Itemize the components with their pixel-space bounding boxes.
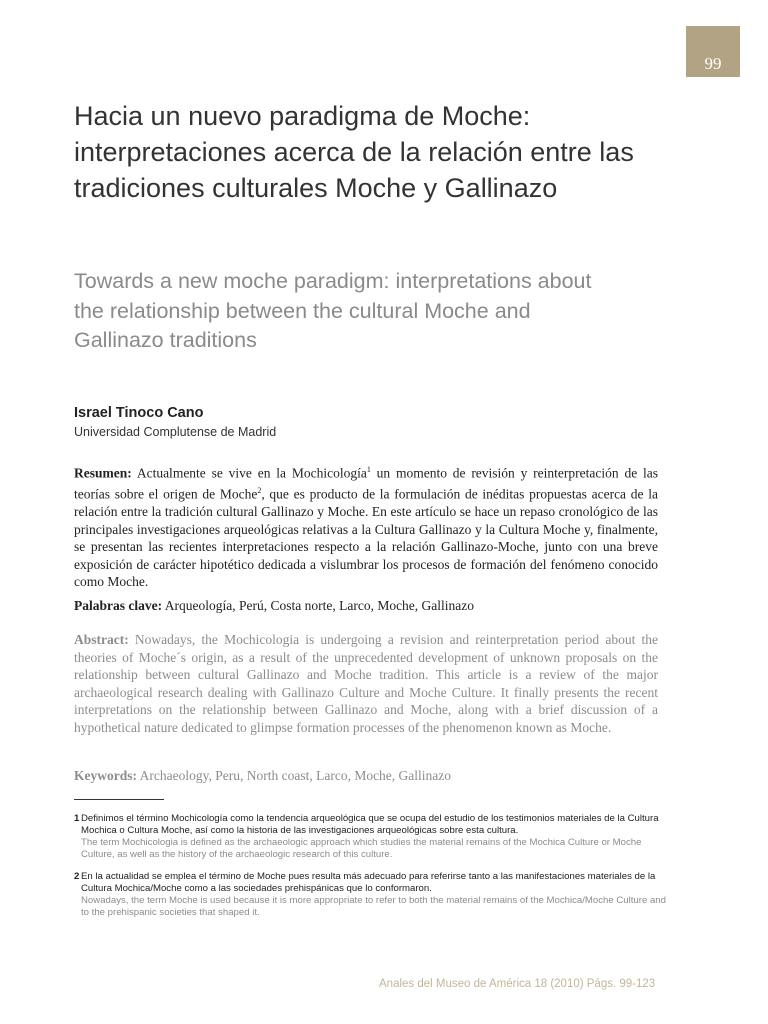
footnote-2 [74,871,666,919]
page-number-badge [686,26,740,77]
article-title: Hacia un nuevo paradigma de Moche: interpretaciones acerca de la relación entre las tradiciones culturales Moche y Gallinazo [74,101,634,203]
resumen-label: Resumen: [74,465,132,481]
abstract-label: Abstract: [74,632,129,647]
footnote-english-text: Nowadays, the term Moche is used because it is more appropriate to refer to both the material remains of the Mochica/Moche Culture and to the prehispanic societies that shaped it. [81,895,666,918]
resumen-text-3: , que es producto de la formulación de inéditas propuestas acerca de la relación entre la tradición cultural Gallinazo y Moche. En este artículo se hace un repaso cronológico de las principales investigaciones arqueológicas relativas a la Cultura Gallinazo y la Cultura Moche y, finalmente, se presentan las recientes interpretaciones respecto a la relación Gallinazo-Moche, junto con una breve exposición de carácter hipotético dedicada a vislumbrar los procesos de formación del fenómeno conocido como Moche. [74,486,658,589]
keywords-paragraph [74,767,658,785]
author-name: Israel Tinoco Cano [74,405,204,421]
palabras-clave-label: Palabras clave: [74,598,163,613]
article-subtitle-english: Towards a new moche paradigm: interpretations about the relationship between the cultural Moche and Gallinazo traditions [74,269,592,352]
abstract-text: Nowadays, the Mochicologia is undergoing a revision and reinterpretation period about the theories of Moche´s origin, as a result of the unprecedented development of unknown proposals on the relationship between cultural Gallinazo and Moche tradition. This article is a review of the major archaeological research dealing with Gallinazo Culture and Moche Culture. It finally presents the recent interpretations on the relationship between Gallinazo and Moche, along with a brief discussion of a hypothetical nature dedicated to glimpse formation processes of the phenomenon known as Moche. [74,632,658,735]
footnote-number: 2 [74,871,80,882]
footnote-spanish-text: En la actualidad se emplea el término de Moche pues resulta más adecuado para referirse tanto a las manifestaciones materiales de la Cultura Mochica/Moche como a las sociedades prehispánicas que lo conformaron. [81,871,656,894]
footnote-ref-1[interactable]: 1 [366,465,371,474]
footnote-divider [74,799,164,800]
keywords-label: Keywords: [74,768,137,783]
footnote-ref-2[interactable]: 2 [257,486,262,495]
footnote-number: 1 [74,813,80,824]
keywords-text: Archaeology, Peru, North coast, Larco, Moche, Gallinazo [139,768,452,783]
palabras-clave-text: Arqueología, Perú, Costa norte, Larco, Moche, Gallinazo [164,598,475,613]
author-affiliation: Universidad Complutense de Madrid [74,425,277,439]
footnote-1 [74,813,666,861]
journal-citation: Anales del Museo de América 18 (2010) Págs. 99-123 [379,978,656,990]
resumen-text-2: un momento de revisión y reinterpretación de las teorías sobre el origen de Moche [74,465,658,502]
resumen-paragraph [74,461,658,591]
page-number: 99 [704,54,722,73]
resumen-text-1: Actualmente se vive en la Mochicología [136,465,367,481]
palabras-clave-paragraph [74,597,658,615]
footnote-spanish-text: Definimos el término Mochicología como la tendencia arqueológica que se ocupa del estudio de los testimonios materiales de la Cultura Mochica o Cultura Moche, así como la historia de las investigaciones arqueológicas sobre esta cultura. [81,813,659,836]
abstract-paragraph [74,631,658,736]
footnote-english-text: The term Mochicologia is defined as the archaeologic approach which studies the material remains of the Mochica Culture or Moche Culture, as well as the history of the archaeologic research of this culture. [81,837,642,860]
